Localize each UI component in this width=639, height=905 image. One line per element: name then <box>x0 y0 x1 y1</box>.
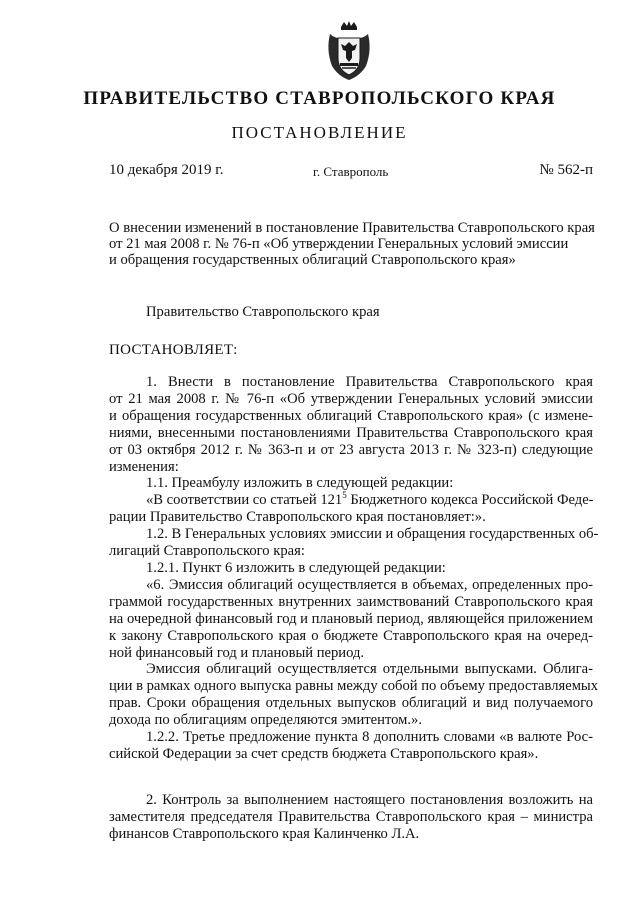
document-city: г. Ставрополь <box>313 164 389 179</box>
document-type: ПОСТАНОВЛЕНИЕ <box>231 123 408 142</box>
subject-line: и обращения государственных облигаций Ставропольского края» <box>109 252 516 268</box>
text-line: к закону Ставропольского края о бюджете Ставропольского края на очеред- <box>109 627 593 644</box>
resolves-line <box>109 342 593 359</box>
document-date: 10 декабря 2019 г. <box>109 162 224 178</box>
text-line: 1. Внести в постановление Правительства Ставропольского края <box>146 374 593 390</box>
text-line: 1.2. В Генеральных условиях эмиссии и обращения государственных об- <box>146 526 599 543</box>
subject-line: О внесении изменений в постановление Правительства Ставропольского края <box>109 220 595 236</box>
text-line: лигаций Ставропольского края: <box>109 543 305 560</box>
text-line: дохода по облигациям определяются эмитентом.». <box>109 712 422 729</box>
text-line: от 03 октября 2012 г. № 363-п и от 23 августа 2013 г. № 323-п) следующие <box>109 441 593 458</box>
text-line: ции в рамках одного выпуска равны между собой по объему предоставляемых <box>109 678 599 695</box>
government-title: ПРАВИТЕЛЬСТВО СТАВРОПОЛЬСКОГО КРАЯ <box>83 88 556 109</box>
resolves-text: ПОСТАНОВЛЯЕТ: <box>109 342 238 358</box>
text-line: изменения: <box>109 458 179 475</box>
paragraph-block-control <box>109 792 593 843</box>
document-number: № 562-п <box>539 162 593 178</box>
text-line-part: Бюджетного кодекса Российской Феде- <box>346 492 594 509</box>
coat-of-arms-icon <box>324 20 374 82</box>
text-line: финансов Ставропольского края Калинченко Л.А. <box>109 825 420 842</box>
text-line: ной финансовый год и плановый период. <box>109 644 365 661</box>
text-line: 1.2.1. Пункт 6 изложить в следующей редакции: <box>146 559 446 576</box>
text-line: ниями, внесенными постановлениями Правительства Ставропольского края <box>109 424 593 441</box>
text-line: заместителя председателя Правительства Ставропольского края – министра <box>109 808 593 825</box>
text-line: и обращения государственных облигаций Ставропольского края» (с измене- <box>109 407 593 424</box>
text-line: от 21 мая 2008 г. № 76-п «Об утверждении Генеральных условий эмиссии <box>109 390 593 407</box>
text-line: сийской Федерации за счет средств бюджета Ставропольского края». <box>109 745 539 762</box>
text-line: 2. Контроль за выполнением настоящего постановления возложить на <box>146 792 593 808</box>
issuer-line <box>109 304 593 321</box>
text-line: 1.1. Преамбулу изложить в следующей редакции: <box>146 475 454 492</box>
text-line <box>109 492 593 509</box>
text-line-part: «В соответствии со статьей 121 <box>146 492 343 509</box>
subject-line: от 21 мая 2008 г. № 76-п «Об утверждении Генеральных условий эмиссии <box>109 236 569 252</box>
superscript: 5 <box>342 490 347 501</box>
paragraph-block-main <box>109 374 599 763</box>
text-line: граммой государственных внутренних заимствований Ставропольского края <box>109 593 593 610</box>
text-line: рации Правительство Ставропольского края постановляет:». <box>109 509 486 526</box>
text-line: прав. Сроки обращения отдельных выпусков облигаций и вид получаемого <box>109 695 593 712</box>
issuer-text: Правительство Ставропольского края <box>146 304 380 320</box>
document-subject <box>109 220 599 268</box>
text-line: «6. Эмиссия облигаций осуществляется в объемах, определенных про- <box>146 576 593 593</box>
text-line: 1.2.2. Третье предложение пункта 8 дополнить словами «в валюте Рос- <box>146 729 593 746</box>
text-line: Эмиссия облигаций осуществляется отдельными выпусками. Облига- <box>146 661 593 678</box>
text-line: на очередной финансовый год и плановый период, являющейся приложением <box>109 610 593 627</box>
